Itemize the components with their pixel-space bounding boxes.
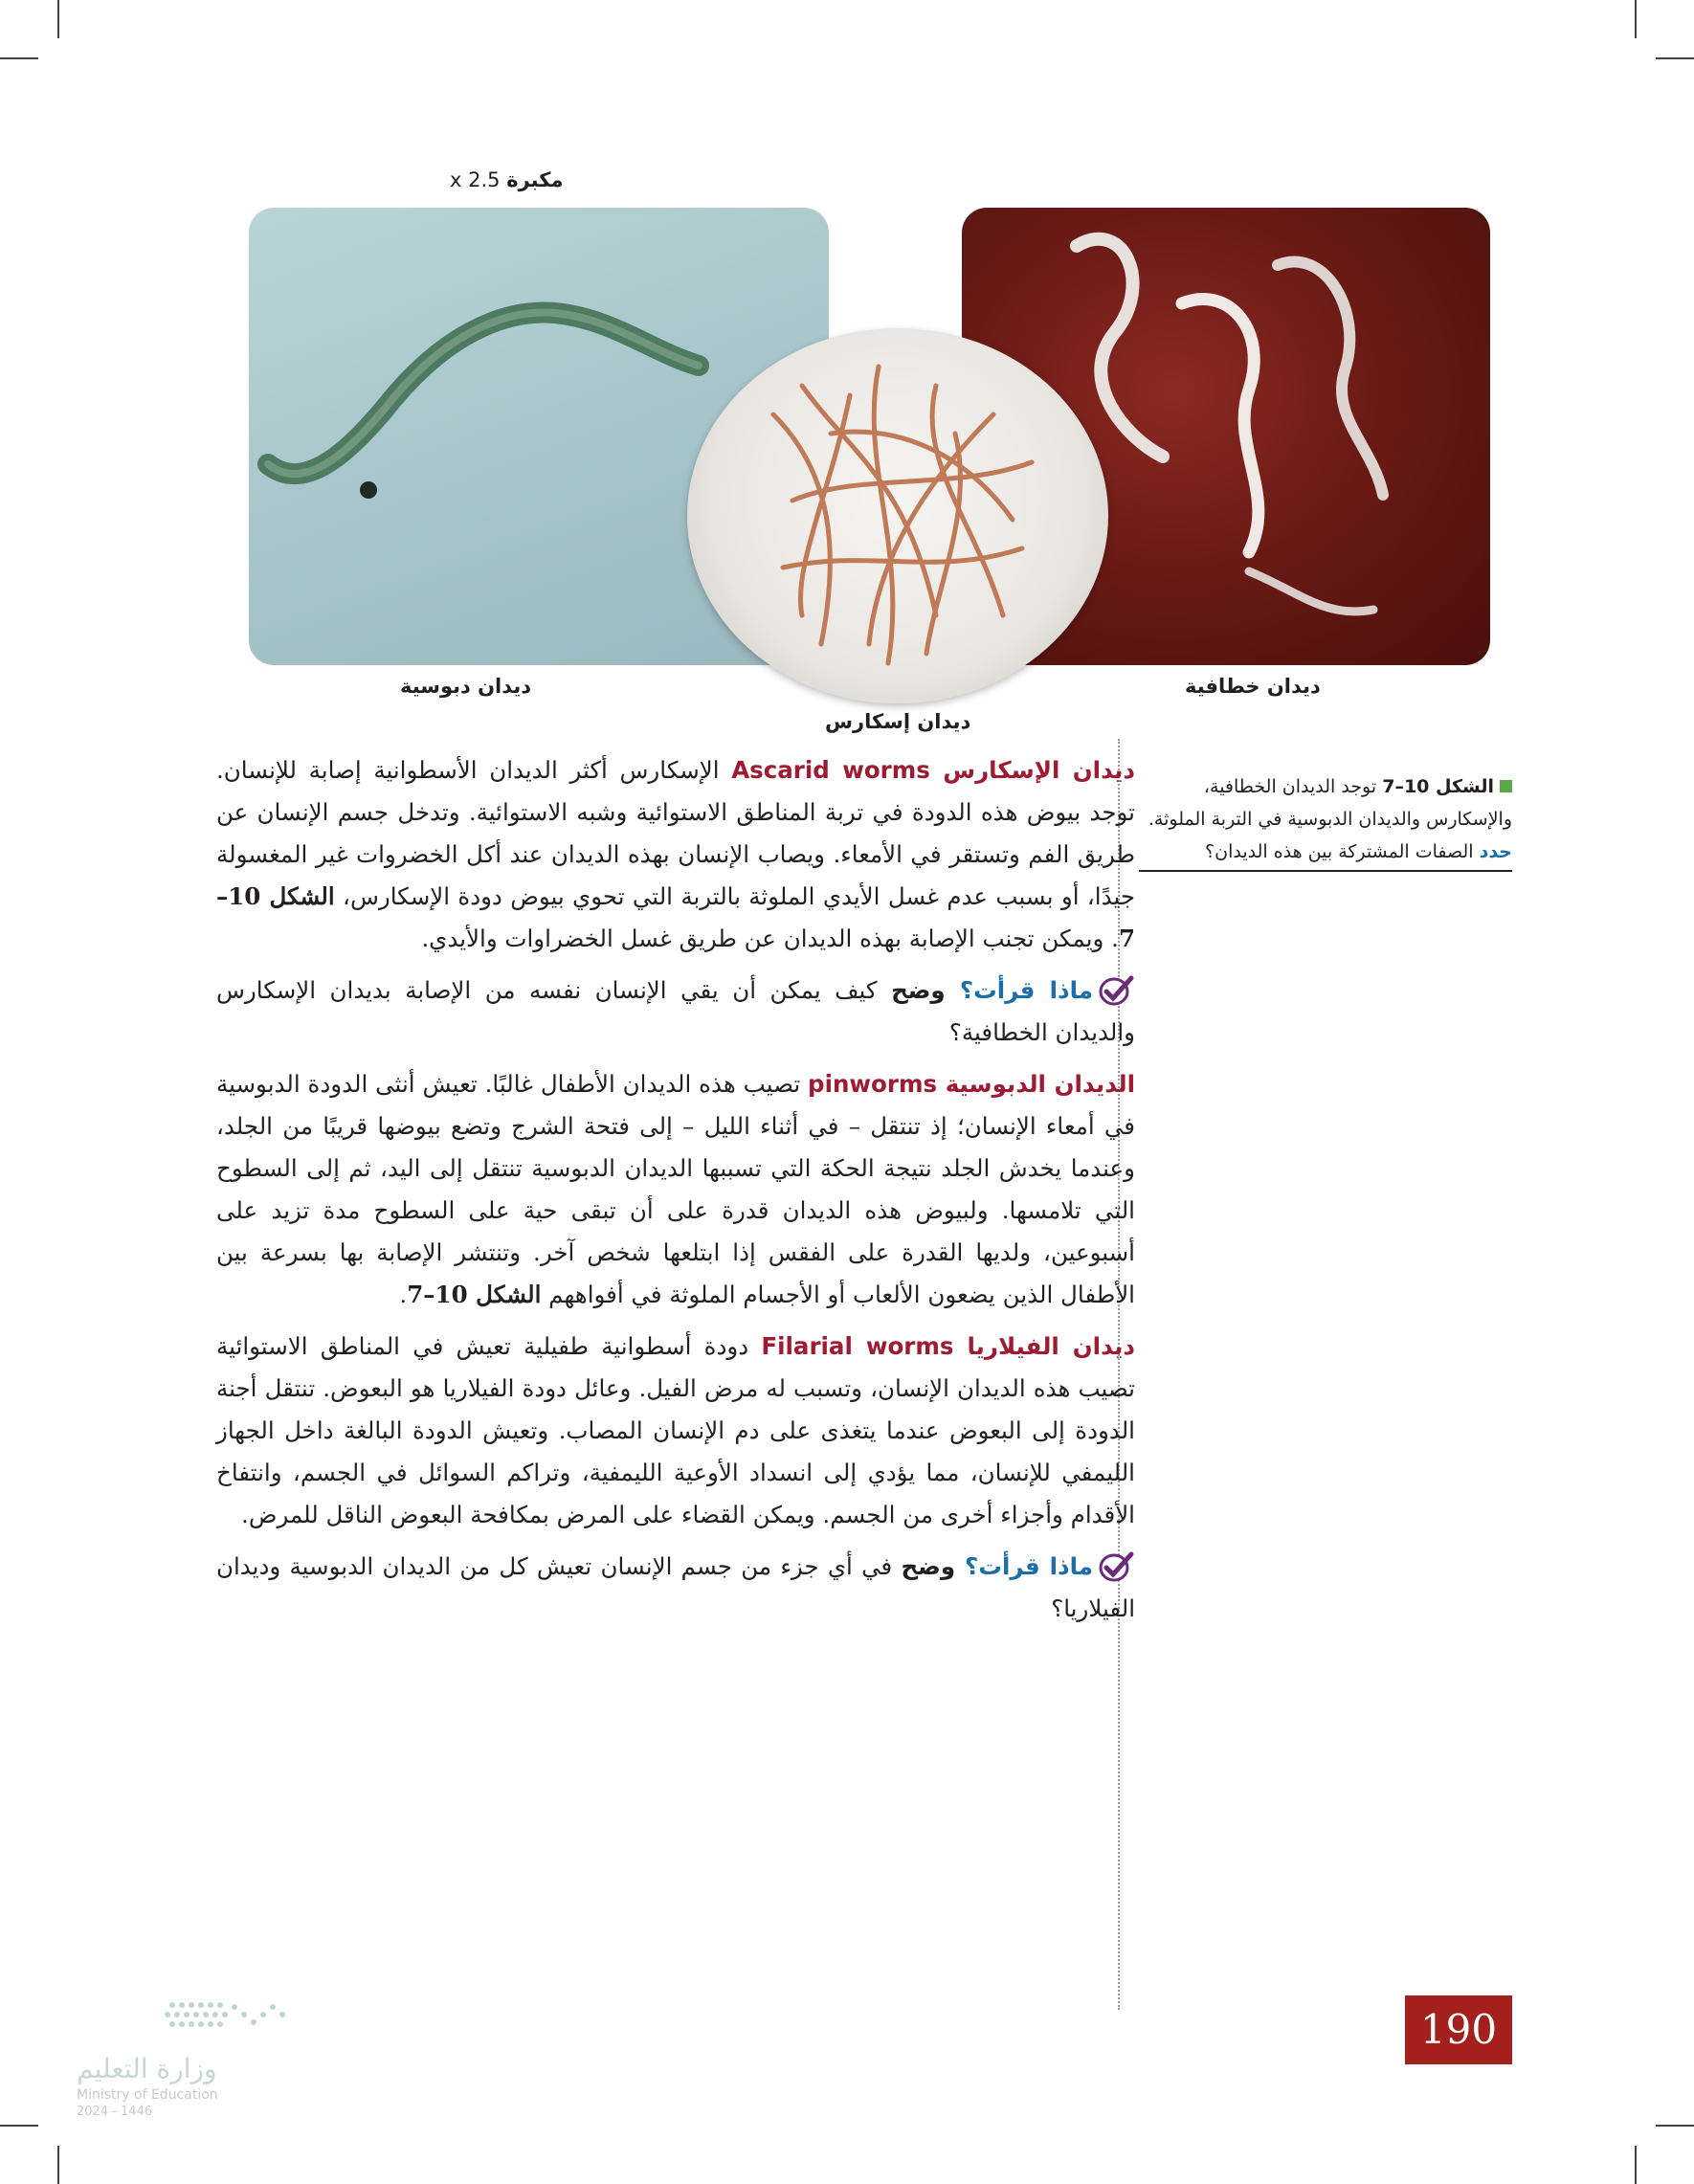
crop-mark <box>57 2146 59 2184</box>
hookworms-label: ديدان خطافية <box>1185 675 1321 698</box>
magnification-value: 2.5 x <box>450 168 501 191</box>
magnification-word: مكبرة <box>506 168 564 191</box>
question-1-verb: وضح <box>891 976 960 1004</box>
main-text <box>216 749 1135 1639</box>
ascaris-heading: ديدان الإسكارس Ascarid worms <box>731 756 1135 784</box>
ascaris-paragraph <box>216 749 1135 960</box>
question-1-text: كيف يمكن أن يقي الإنسان نفسه من الإصابة بديدان الإسكارس والديدان الخطافية؟ <box>216 976 1135 1046</box>
ascaris-fig-ref: الشكل 10–7 <box>216 882 1135 952</box>
caption-marker <box>1500 780 1512 792</box>
figure-caption-text: توجد الديدان الخطافية، والإسكارس والديدان الدبوسية في التربة الملوثة. <box>1148 776 1512 830</box>
checkmark-icon <box>1099 975 1135 1006</box>
question-1 <box>216 969 1135 1054</box>
magnification-label <box>450 168 563 191</box>
crop-mark <box>1635 2146 1637 2184</box>
filarial-paragraph <box>216 1326 1135 1536</box>
filarial-text: دودة أسطوانية طفيلية تعيش في المناطق الاستوائية تصيب هذه الديدان الإنسان، وتسبب له مرض الفيل. وعائل دودة الفيلاريا هو البعوض. تنتقل أجنة الدودة إلى البعوض عندما يتغذى على دم الإنسان المصاب. وتعيش الدودة البالغة داخل الجهاز الليمفي للإنسان، مما يؤدي إلى انسداد الأوعية الليمفية، وتراكم السوائل في الجسم، وانتفاخ الأقدام وأجزاء أخرى من الجسم. ويمكن القضاء على المرض بمكافحة البعوض الناقل للمرض. <box>216 1332 1135 1528</box>
question-2-verb: وضح <box>901 1552 966 1580</box>
ascaris-illustration <box>687 328 1108 703</box>
checkmark-icon <box>1099 1551 1135 1582</box>
caption-rule <box>1139 870 1512 872</box>
ascaris-text-end: . ويمكن تجنب الإصابة بهذه الديدان عن طريق غسل الخضراوات والأيدي. <box>421 925 1119 952</box>
question-2 <box>216 1546 1135 1630</box>
question-2-text: في أي جزء من جسم الإنسان تعيش كل من الديدان الدبوسية وديدان الفيلاريا؟ <box>216 1552 1135 1622</box>
pinworms-text-end: . <box>399 1281 408 1308</box>
question-2-label: ماذا قرأت؟ <box>965 1552 1093 1580</box>
crop-mark <box>1635 0 1637 38</box>
crop-mark <box>0 2125 38 2127</box>
pinworms-label: ديدان دبوسية <box>400 675 532 698</box>
ministry-name-arabic: وزارة التعليم <box>77 2053 217 2084</box>
figure-label: الشكل 10–7 <box>1382 776 1494 797</box>
ministry-name-english: Ministry of Education <box>77 2087 218 2103</box>
crop-mark <box>0 57 38 59</box>
figure-caption <box>1139 770 1512 872</box>
ascaris-label: ديدان إسكارس <box>825 710 971 733</box>
ministry-year: 2024 - 1446 <box>77 2105 153 2119</box>
ministry-logo-icon <box>77 1986 306 2043</box>
caption-ask-text: الصفات المشتركة بين هذه الديدان؟ <box>1205 841 1474 862</box>
pinworms-text: تصيب هذه الديدان الأطفال غالبًا. تعيش أنثى الدودة الدبوسية في أمعاء الإنسان؛ إذ تنتقل – في أثناء الليل – إلى فتحة الشرج وتضع بيوضها قريبًا من الجلد، وعندما يخدش الجلد نتيجة الحكة التي تسببها الديدان الدبوسية تنتقل إلى اليد، ثم إلى السطوح التي تلامسها. ولبيوض هذه الديدان قدرة على أن تبقى حية على السطوح مدة تزيد على أسبوعين، ولديها القدرة على الفقس إذا ابتلعها شخص آخر. وتنتشر الإصابة بها بسرعة بين الأطفال الذين يضعون الألعاب أو الأجسام الملوثة في أفواههم <box>216 1070 1135 1308</box>
crop-mark <box>1656 57 1694 59</box>
filarial-heading: ديدان الفيلاريا Filarial worms <box>761 1332 1135 1360</box>
ascaris-text: الإسكارس أكثر الديدان الأسطوانية إصابة للإنسان. توجد بيوض هذه الدودة في تربة المناطق الاستوائية وشبه الاستوائية. وتدخل جسم الإنسان عن طريق الفم وتستقر في الأمعاء. ويصاب الإنسان بهذه الديدان عند أكل الخضروات غير المغسولة جيدًا، أو بسبب عدم غسل الأيدي الملوثة بالتربة التي تحوي بيوض دودة الإسكارس، <box>216 756 1136 910</box>
ascaris-plate-photo <box>687 328 1108 703</box>
pinworms-fig-ref: الشكل 10–7 <box>407 1281 542 1308</box>
question-1-label: ماذا قرأت؟ <box>959 976 1093 1004</box>
ministry-logo <box>77 1986 306 2120</box>
pinworms-paragraph <box>216 1063 1135 1316</box>
caption-ask-word: حدد <box>1479 841 1512 862</box>
crop-mark <box>57 0 59 38</box>
crop-mark <box>1656 2125 1694 2127</box>
page-number: 190 <box>1405 1995 1512 2064</box>
pinworms-heading: الديدان الدبوسية pinworms <box>808 1070 1135 1098</box>
